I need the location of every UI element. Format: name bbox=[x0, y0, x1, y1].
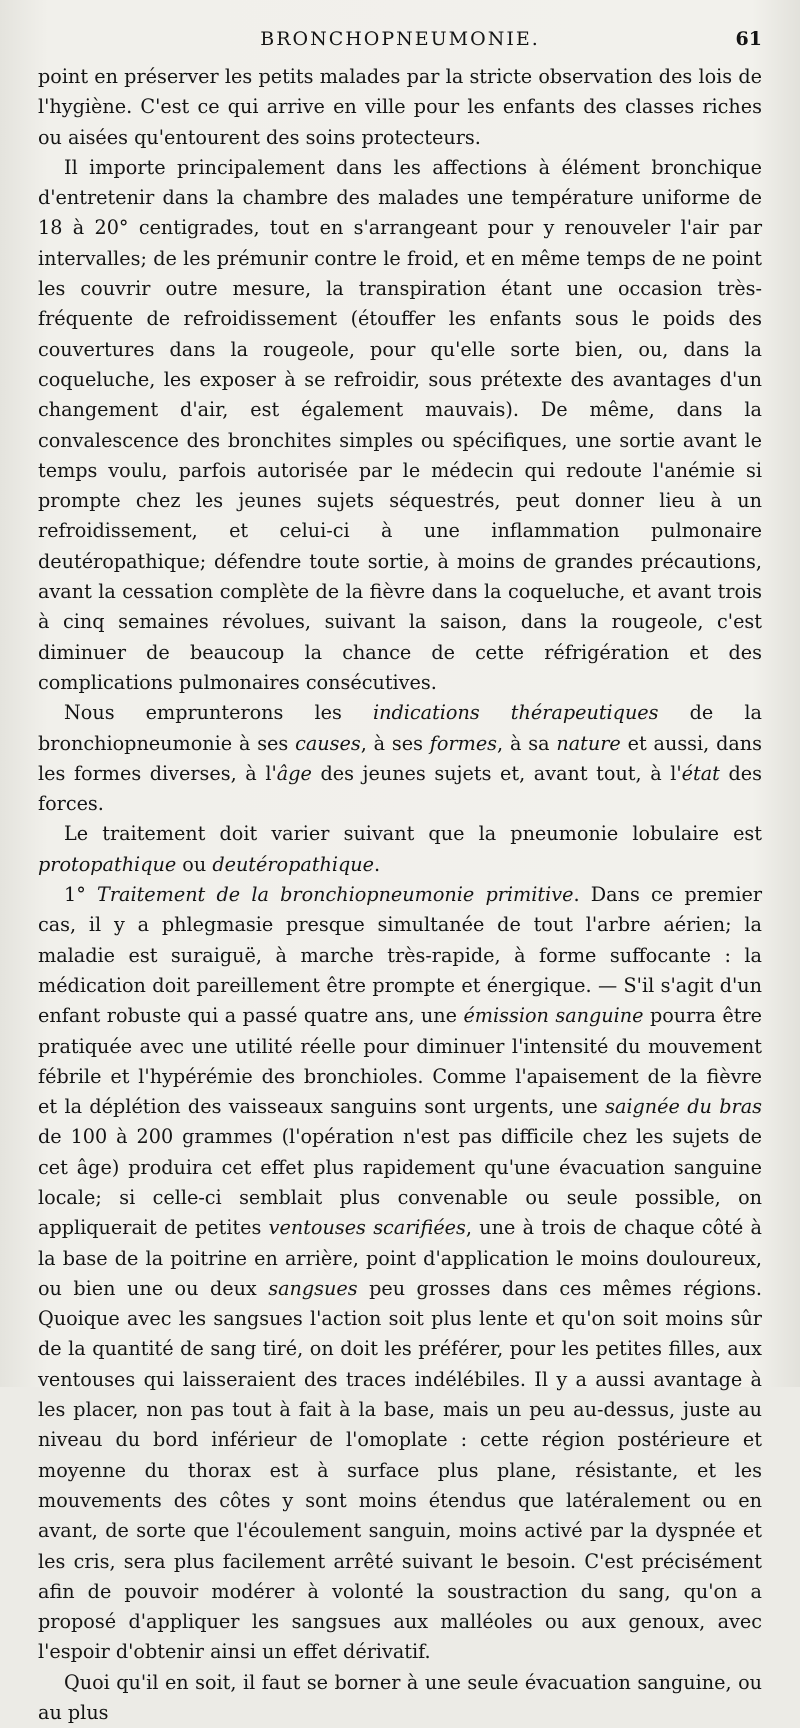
section-heading: Traitement de la bronchiopneumonie primitive bbox=[97, 883, 574, 907]
paragraph-primitive: 1° Traitement de la bronchiopneumonie primitive. Dans ce premier cas, il y a phlegmasie presque simultanée de tout l'arbre aérien; la maladie est suraiguë, à marche très-rapide, à forme suffocante : la médication doit pareillement être prompte et énergique. — S'il s'agit d'un enfant robuste qui a passé quatre ans, une émission sanguine pourra être pratiquée avec une utilité réelle pour diminuer l'intensité du mouvement fébrile et l'hypérémie des bronchioles. Comme l'apaisement de la fièvre et la déplétion des vaisseaux sanguins sont urgents, une saignée du bras de 100 à 200 grammes (l'opération n'est pas difficile chez les sujets de cet âge) produira cet effet plus rapidement qu'une évacuation sanguine locale; si celle-ci semblait plus convenable ou seule possible, on appliquerait de petites ventouses scarifiées, une à trois de chaque côté à la base de la poitrine en arrière, point d'application le moins douloureux, ou bien une ou deux sangsues peu grosses dans ces mêmes régions. Quoique avec les sangsues l'action soit plus lente et qu'on soit moins sûr de la quantité de sang tiré, on doit les préférer, pour les petites filles, aux ventouses qui laisseraient des traces indélébiles. Il y a aussi avantage à les placer, non pas tout à fait à la base, mais un peu au-dessus, juste au niveau du bord inférieur de l'omoplate : cette région postérieure et moyenne du thorax est à surface plus plane, résistante, et les mouvements des côtes y sont moins étendus que latéralement ou en avant, de sorte que l'écoulement sanguin, moins activé par la dyspnée et les cris, sera plus facilement arrêté suivant le besoin. C'est précisément afin de pouvoir modérer à volonté la soustraction du sang, qu'on a proposé d'appliquer les sangsues aux malléoles ou aux genoux, avec l'espoir d'obtenir ainsi un effet dérivatif. bbox=[38, 883, 762, 1664]
italic-term: sangsues bbox=[268, 1276, 358, 1300]
paragraph-traitement: Le traitement doit varier suivant que la pneumonie lobulaire est protopathique ou deutéropathique. bbox=[38, 822, 762, 876]
page-number: 61 bbox=[735, 28, 762, 50]
body-text bbox=[38, 62, 762, 1728]
italic-term: indications thérapeutiques bbox=[372, 701, 659, 725]
page-header bbox=[38, 28, 762, 62]
italic-term: état bbox=[681, 761, 720, 785]
paragraph-hygiene: Il importe principalement dans les affections à élément bronchique d'entretenir dans la chambre des malades une température uniforme de 18 à 20° centigrades, tout en s'arrangeant pour y renouveler l'air par intervalles; de les prémunir contre le froid, et en même temps de ne point les couvrir outre mesure, la transpiration étant une occasion très-fréquente de refroidissement (étouffer les enfants sous le poids des couvertures dans la rougeole, pour qu'elle sorte bien, ou, dans la coqueluche, les exposer à se refroidir, sous prétexte des avantages d'un changement d'air, est également mauvais). De même, dans la convalescence des bronchites simples ou spécifiques, une sortie avant le temps voulu, parfois autorisée par le médecin qui redoute l'anémie si prompte chez les jeunes sujets séquestrés, peut donner lieu à un refroidissement, et celui-ci à une inflammation pulmonaire deutéropathique; défendre toute sortie, à moins de grandes précautions, avant la cessation complète de la fièvre dans la coqueluche, et avant trois à cinq semaines révolues, suivant la saison, dans la rougeole, c'est diminuer de beaucoup la chance de cette réfrigération et des complications pulmonaires consécutives. bbox=[38, 155, 762, 694]
running-title: BRONCHOPNEUMONIE. bbox=[260, 28, 540, 50]
italic-term: âge bbox=[276, 761, 312, 785]
italic-term: nature bbox=[556, 731, 621, 755]
italic-term: ventouses scarifiées bbox=[268, 1216, 466, 1240]
paragraph-final: Quoi qu'il en soit, il faut se borner à une seule évacuation sanguine, ou au plus bbox=[38, 1670, 762, 1725]
italic-term: formes bbox=[429, 731, 498, 755]
italic-term: saignée du bras bbox=[605, 1095, 762, 1119]
paragraph-indications: Nous emprunterons les indications thérapeutiques de la bronchiopneumonie à ses causes, à ses formes, à sa nature et aussi, dans les formes diverses, à l'âge des jeunes sujets et, avant tout, à l'état des forces. bbox=[38, 701, 763, 816]
italic-term: protopathique bbox=[38, 852, 177, 876]
paragraph-continued: point en préserver les petits malades par la stricte observation des lois de l'hygiène. C'est ce qui arrive en ville pour les enfants des classes riches ou aisées qu'entourent des soins protecteurs. bbox=[38, 65, 762, 149]
italic-term: causes bbox=[295, 731, 361, 755]
italic-term: émission sanguine bbox=[463, 1004, 644, 1028]
italic-term: deutéropathique bbox=[212, 852, 375, 876]
